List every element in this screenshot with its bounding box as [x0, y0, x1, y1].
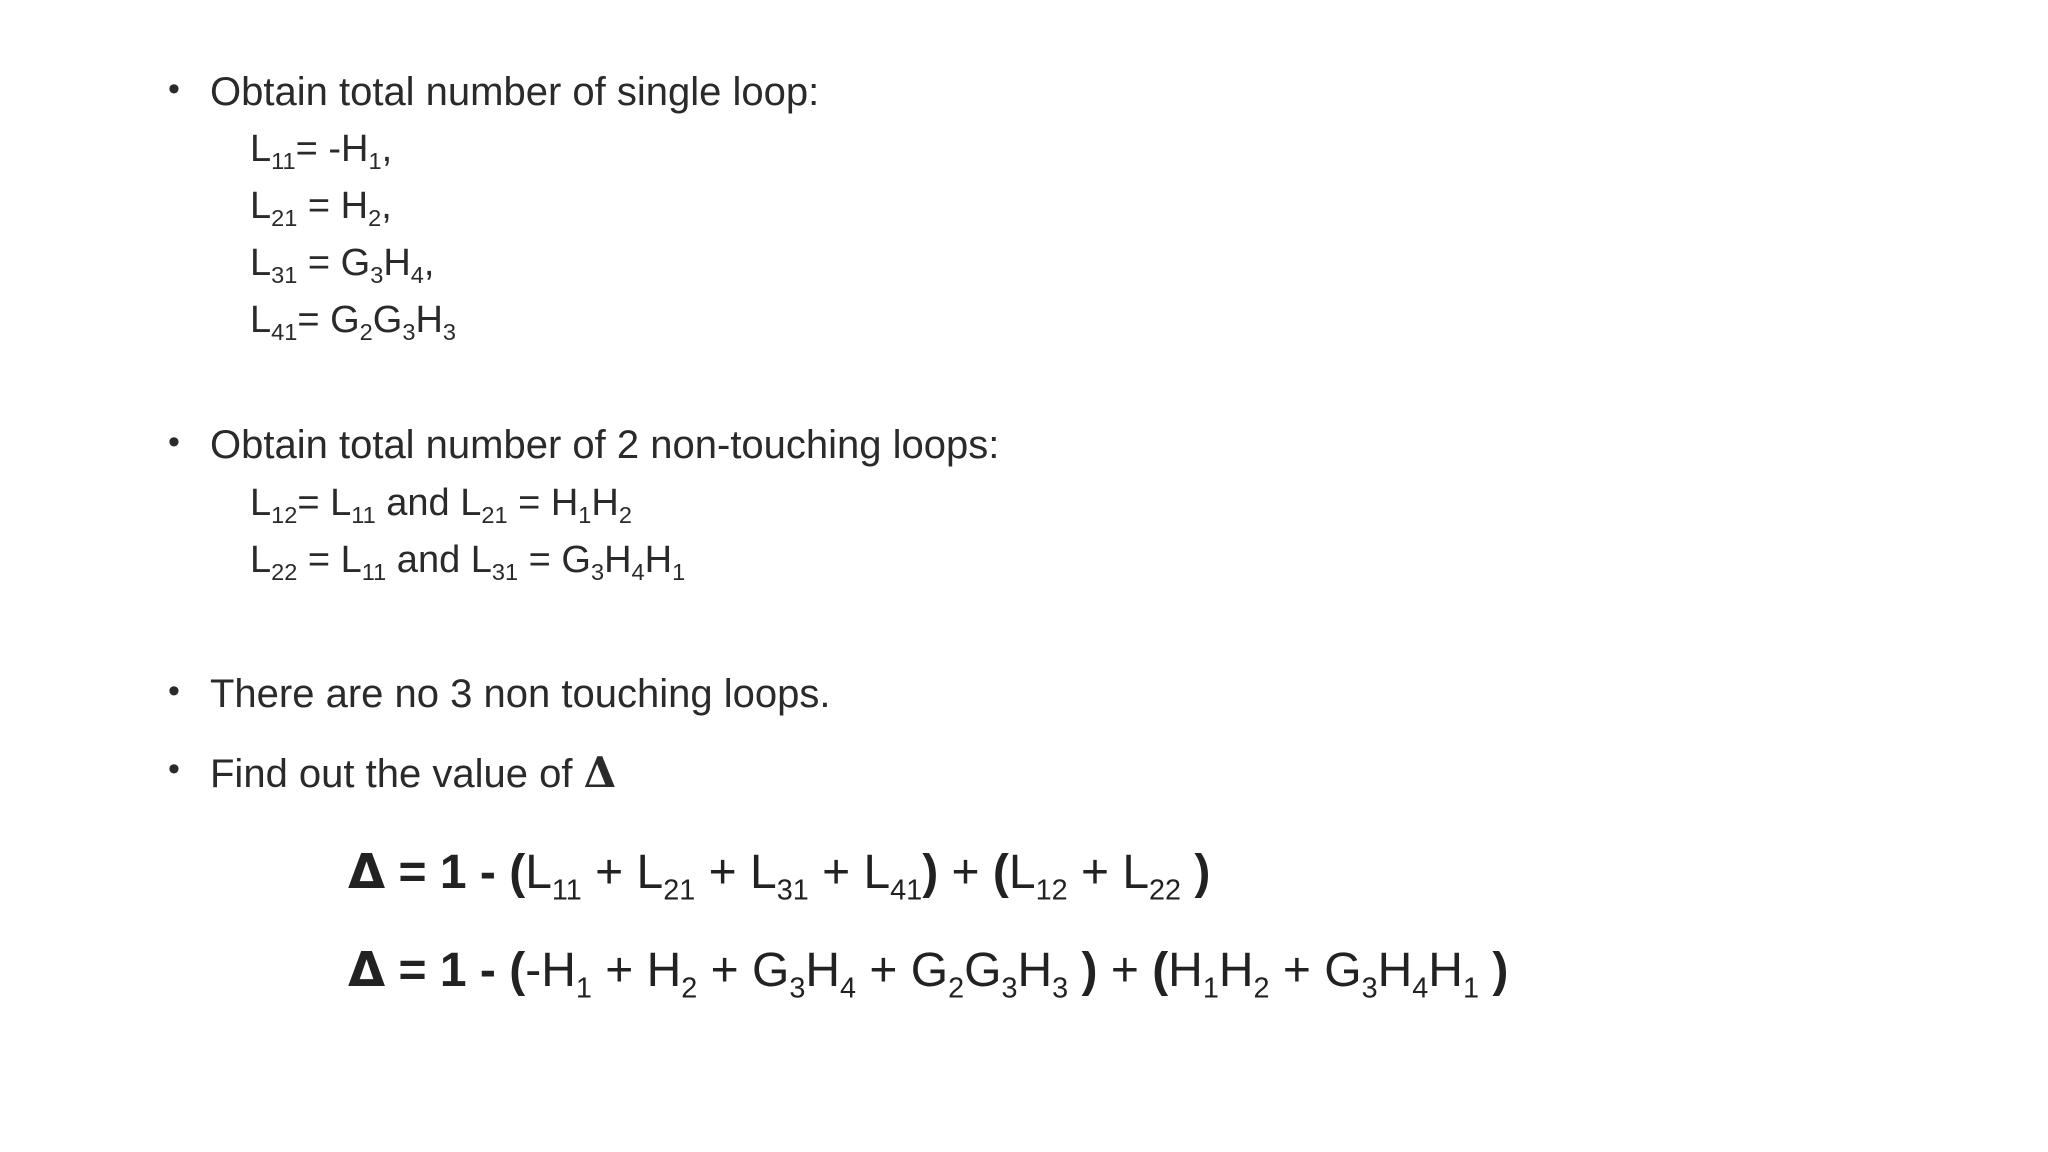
loop-l41: $L_{41}= G_2G_3H_3$: [250, 299, 456, 346]
bullet-dot: •: [168, 423, 180, 461]
delta-formula-loops: $\Delta = 1 - (L_{11} + L_{21} + L_{31} + L_{41}) + (L_{12} + L_{22}$ ): [348, 844, 1211, 907]
nontouching-l12: $L_{12}= L_{11}$ and $L_{21} = H_1H_2$: [250, 482, 632, 529]
nontouching-l22: $L_{22} = L_{11}$ and $L_{31} = G_3H_4H_1$: [250, 539, 686, 586]
bullet-text: Obtain total number of single loop:: [210, 70, 820, 114]
bullet-text: Find out the value of: [210, 752, 573, 796]
bullet-dot: •: [168, 70, 180, 108]
bullet-dot: •: [168, 672, 180, 710]
delta-formula-values: $\Delta = 1 - (-H_1 + H_2 + G_3H_4 + G_2G_3H_3$ ) + ($H_1H_2 + G_3H_4H_1$ ): [348, 942, 1509, 1005]
bullet-text: Obtain total number of 2 non-touching loops:: [210, 423, 1000, 467]
loop-l11: $L_{11}= -H_1$,: [250, 128, 393, 175]
bullet-text: There are no 3 non touching loops.: [210, 672, 831, 716]
loop-l31: $L_{31} = G_3H_4$,: [250, 242, 435, 289]
loop-l21: $L_{21} = H_2$,: [250, 185, 392, 232]
delta-symbol: Δ: [583, 748, 617, 797]
bullet-dot: •: [168, 750, 180, 788]
